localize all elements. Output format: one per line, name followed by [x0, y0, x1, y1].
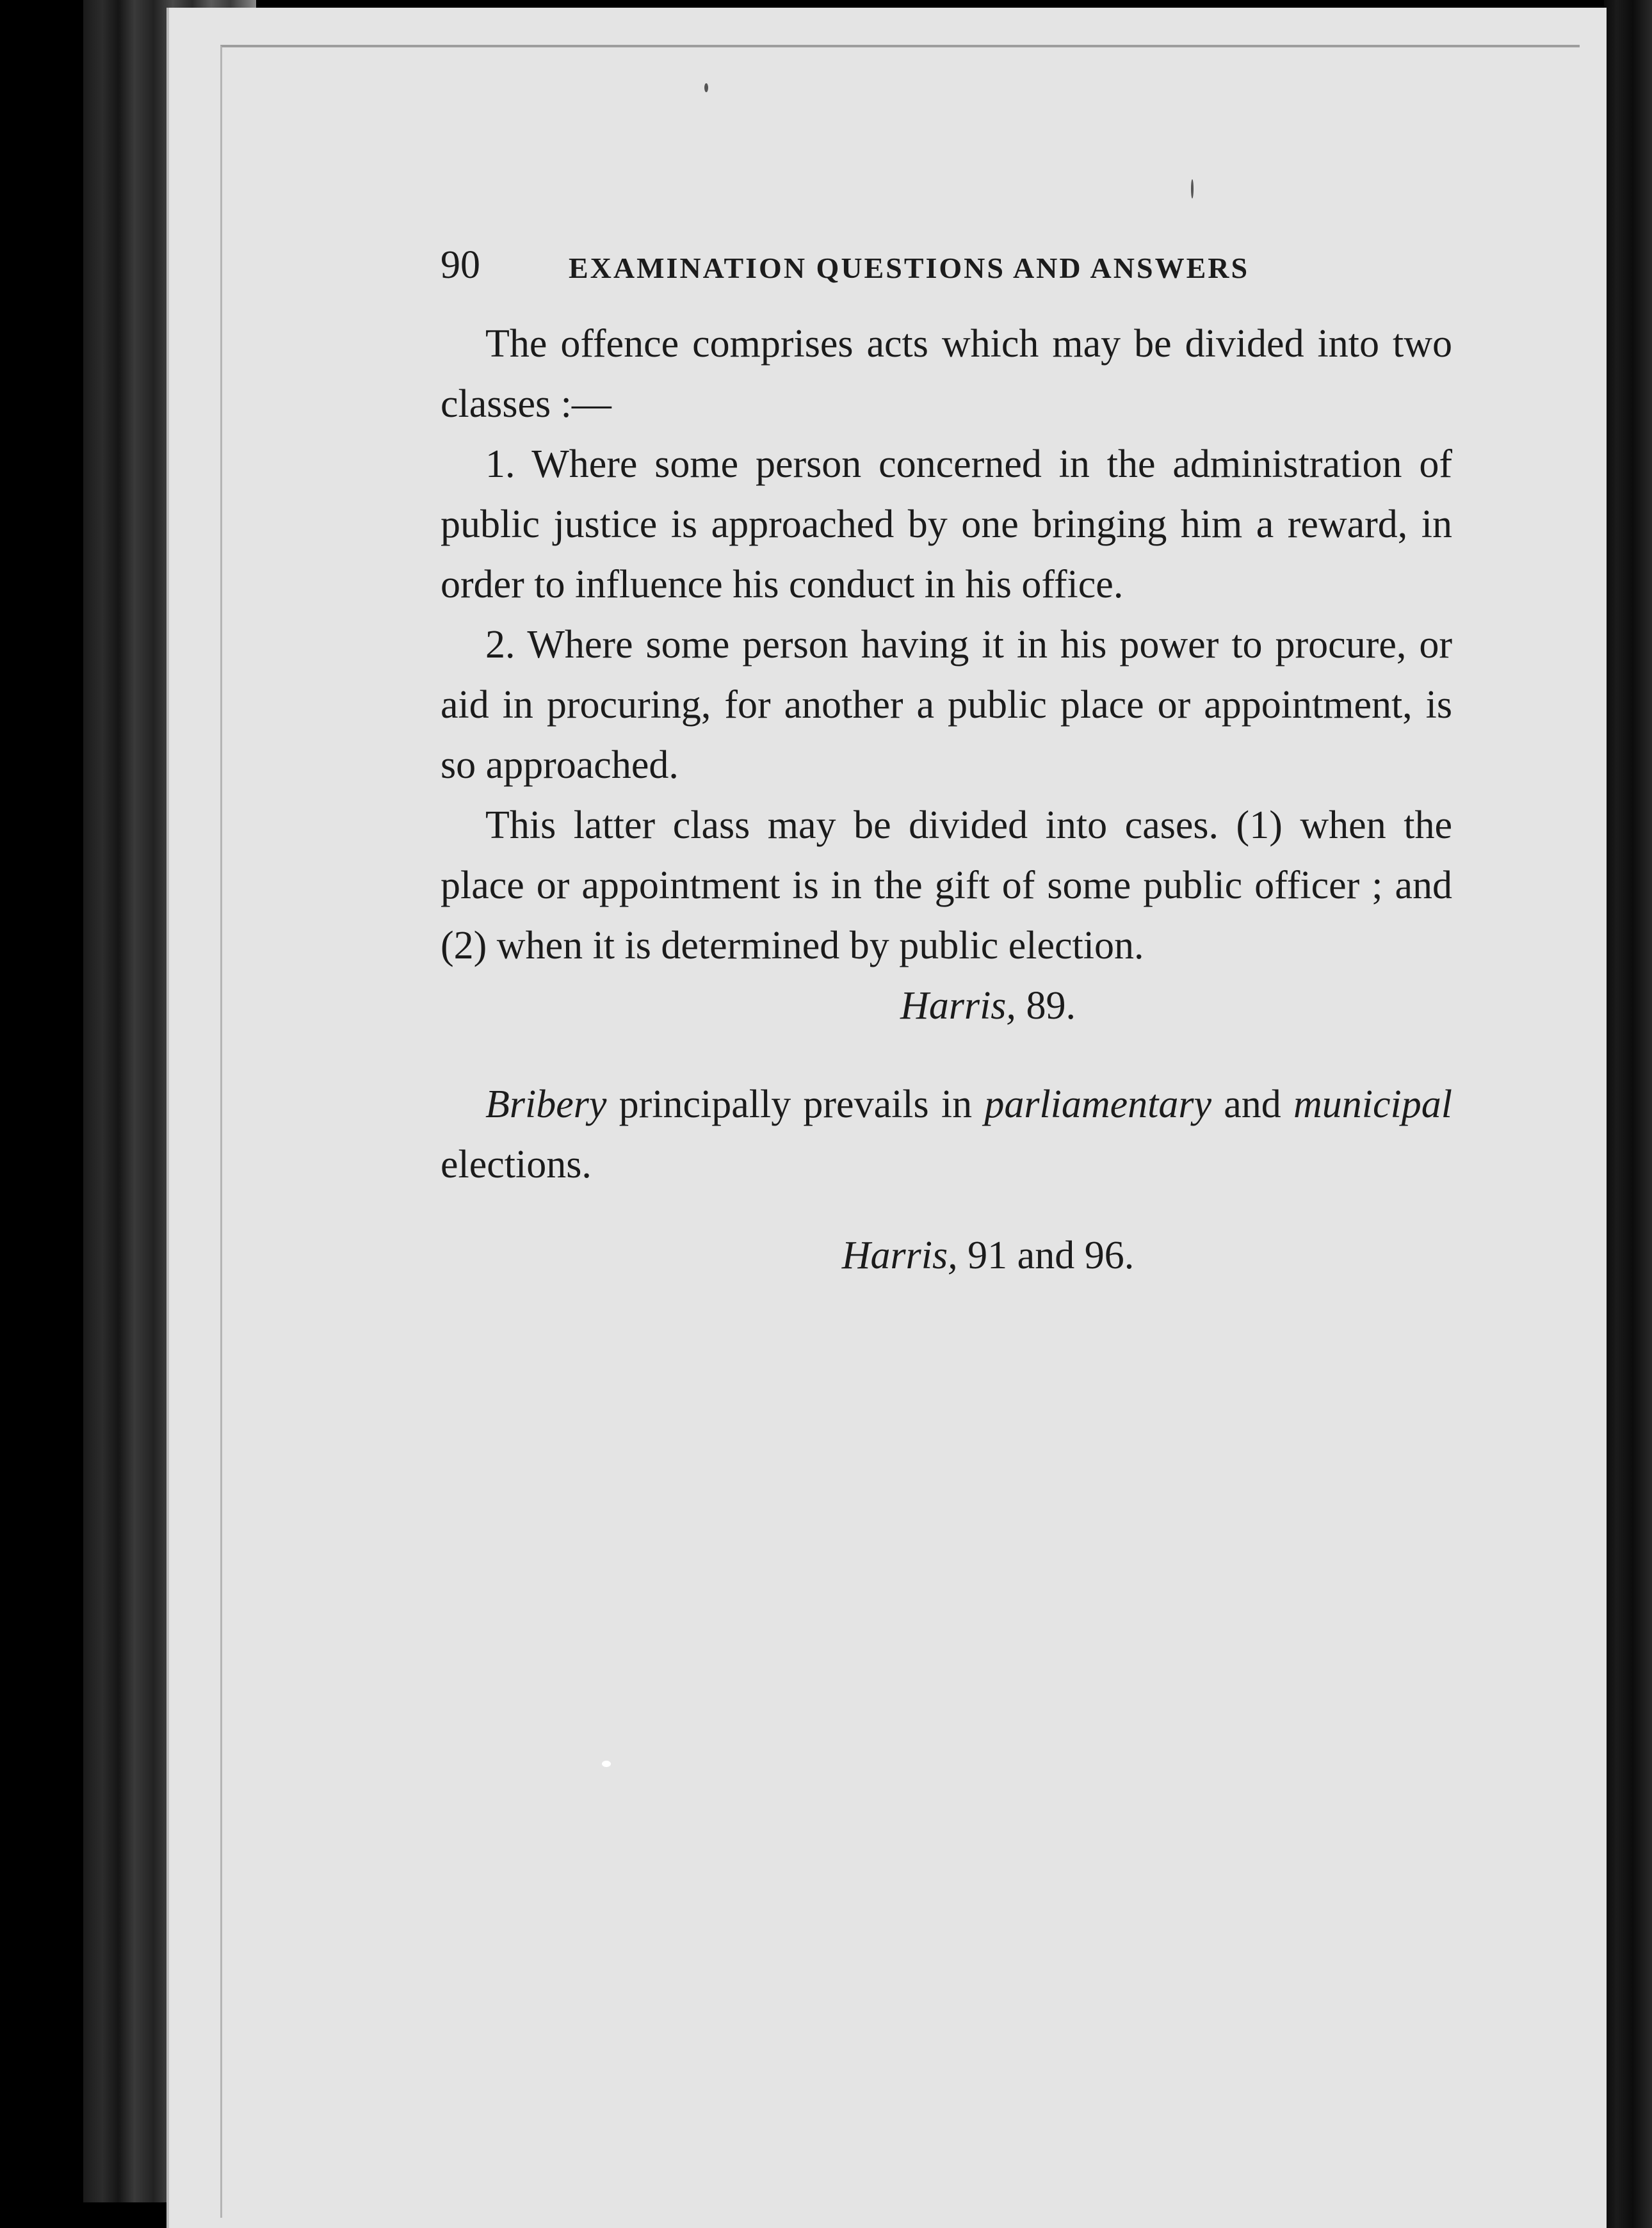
- citation-page: 89.: [1016, 984, 1076, 1028]
- municipal-term: municipal: [1293, 1083, 1452, 1126]
- latter-class-paragraph: This latter class may be divided into cases. (1) when the place or appointment is in the gift of some public officer ; and (2) when it is determined by public election.: [441, 803, 1452, 967]
- elections-text: elections.: [441, 1143, 592, 1186]
- running-head-title: EXAMINATION QUESTIONS AND ANSWERS: [569, 252, 1250, 284]
- parliamentary-term: parliamentary: [984, 1083, 1212, 1126]
- citation-harris-89: [441, 976, 1452, 1036]
- intro-paragraph: The offence comprises acts which may be divided into two classes :—: [441, 322, 1452, 426]
- print-speck: [1191, 179, 1194, 198]
- print-speck: [602, 1761, 611, 1767]
- page-body: [441, 314, 1452, 1286]
- class-two-paragraph: 2. Where some person having it in his power to procure, or aid in procuring, for another a public place or appointment, is so approached.: [441, 623, 1452, 787]
- citation-pages: 91 and 96.: [957, 1234, 1135, 1277]
- running-head: [441, 239, 1318, 297]
- facing-page-edge: [1604, 0, 1652, 2228]
- and-text: and: [1211, 1083, 1294, 1126]
- class-one-paragraph: 1. Where some person concerned in the administration of public justice is approached by one bringing him a reward, in order to influence his conduct in his office.: [441, 442, 1452, 606]
- bribery-term: Bribery: [485, 1083, 607, 1126]
- print-speck: [704, 83, 708, 92]
- citation-author: Harris,: [841, 1234, 958, 1277]
- page-number: 90: [441, 243, 480, 287]
- citation-author: Harris,: [900, 984, 1016, 1028]
- citation-harris-91-96: [441, 1225, 1452, 1286]
- bribery-paragraph: [441, 1074, 1452, 1195]
- bribery-text: principally prevails in: [606, 1083, 985, 1126]
